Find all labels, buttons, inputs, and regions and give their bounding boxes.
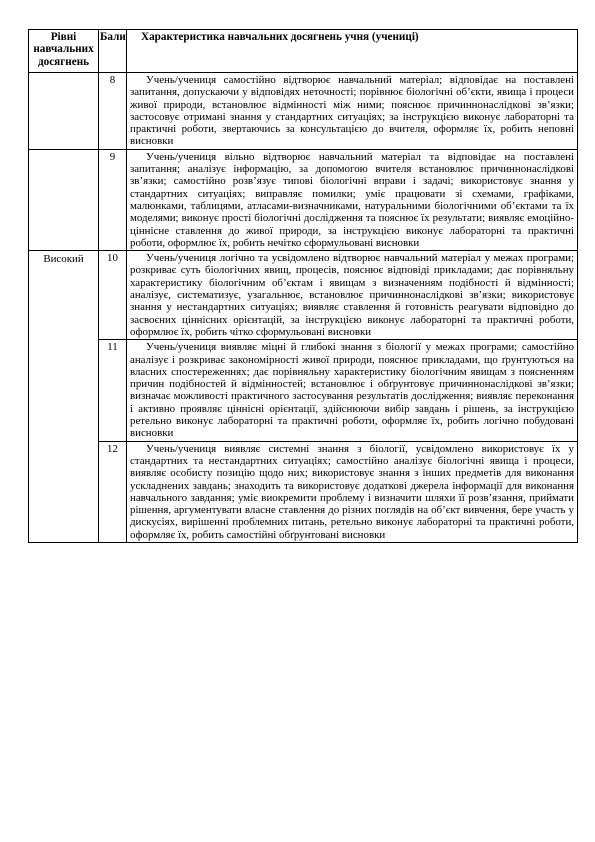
row-description [127, 251, 578, 340]
row-level [29, 340, 99, 441]
header-level: Рівні навчальних досягнень [29, 30, 99, 73]
table-row [29, 441, 578, 542]
row-level: Високий [29, 251, 99, 340]
row-description [127, 73, 578, 150]
table-header-row [29, 30, 578, 73]
row-description-text: Учень/учениця логічно та усвідомлено відтворює навчальний матеріал у межах програми; розкриває суть біологічних явищ, процесів, пояснює відповіді прикладами; дає порівняльну характеристику біологічним об’єктам і явищам з визначенням подібності й відмінності; аналізує, систематизує, узагальнює, встановлює причиннонаслідкові зв’язки; використовує знання у нестандартних ситуаціях; виявляє ставлення й готовність реагувати відповідно до засвоєних ціннісних орієнтацій, за інструкцією виконує лабораторні та практичні роботи, оформлює їх, робить чітко сформульовані висновки [130, 252, 574, 338]
header-score: Бали [99, 30, 127, 73]
assessment-criteria-table [28, 29, 578, 543]
document-page [28, 29, 578, 543]
row-description-text: Учень/учениця вільно відтворює навчальний матеріал та відповідає на поставлені запитання; аналізує інформацію, за допомогою вчителя встановлює причиннонаслідкові зв’язки; самостійно розв’язує типові біологічні вправи і задачі; використовує знання у стандартних ситуаціях; виправляє помилки; уміє працювати зі схемами, графіками, малюнками, таблицями, атласами-визначниками, натуральними біологічними об’єктами та їх моделями; виконує прості біологічні дослідження та пояснює їх результати; виявляє емоційноціннісне ставлення до живої природи, за інструкцією виконує лабораторні та практичні роботи, оформлює їх, робить нечітко сформульовані висновки [130, 150, 574, 249]
row-score: 12 [99, 441, 127, 542]
header-description: Характеристика навчальних досягнень учня (учениці) [127, 30, 578, 73]
row-level [29, 441, 99, 542]
row-score: 9 [99, 149, 127, 250]
table-row [29, 340, 578, 441]
row-level [29, 73, 99, 150]
table-row [29, 251, 578, 340]
row-description [127, 340, 578, 441]
row-description-text: Учень/учениця виявляє міцні й глибокі знання з біології у межах програми; самостійно аналізує і розкриває закономірності живої природи, пояснює прикладами, що ґрунтуються на власних спостереженнях; дає порівняльну характеристику біологічним явищам з поясненням причин подібностей й відмінностей; встановлює і обґрунтовує причиннонаслідкові зв’язки; визначає можливості практичного застосування результатів дослідження; виявляє переконання і активно проявляє ціннісні орієнтації, здійснюючи вибір завдань і рішень, за інструкцією ретельно виконує лабораторні та практичні роботи, оформляє їх, робить логічно побудовані висновки [130, 341, 574, 440]
row-score: 10 [99, 251, 127, 340]
row-score: 11 [99, 340, 127, 441]
row-description [127, 441, 578, 542]
row-score: 8 [99, 73, 127, 150]
row-description-text: Учень/учениця виявляє системні знання з біології, усвідомлено використовує їх у стандартних та нестандартних ситуаціях; самостійно аналізує біологічні явища і процеси, виявляє особисту позицію щодо них; використовує знання з інших предметів для виконання ускладнених завдань; знаходить та використовує додаткові джерела інформації для виконання навчального завдання; уміє виокремити проблему і визначити шляхи її розв’язання, приймати рішення, аргументувати власне ставлення до різних поглядів на об’єкт вивчення, бере участь у дискусіях, вирішенні проблемних питань, ретельно виконує лабораторні та практичні роботи, оформляє їх, робить самостійні обґрунтовані висновки [130, 442, 574, 541]
table-row [29, 149, 578, 250]
row-description-text: Учень/учениця самостійно відтворює навчальний матеріал; відповідає на поставлені запитання, допускаючи у відповідях неточності; порівнює біологічні об’єкти, явища і процеси живої природи, встановлює відмінності між ними; пояснює причиннонаслідкові зв’язки; застосовує отримані знання у стандартних ситуаціях; за інструкцією виконує лабораторні та практичні роботи, звертаючись за консультацією до вчителя, оформляє їх, робить неповні висновки [130, 74, 574, 148]
table-row [29, 73, 578, 150]
row-description [127, 149, 578, 250]
row-level [29, 149, 99, 250]
